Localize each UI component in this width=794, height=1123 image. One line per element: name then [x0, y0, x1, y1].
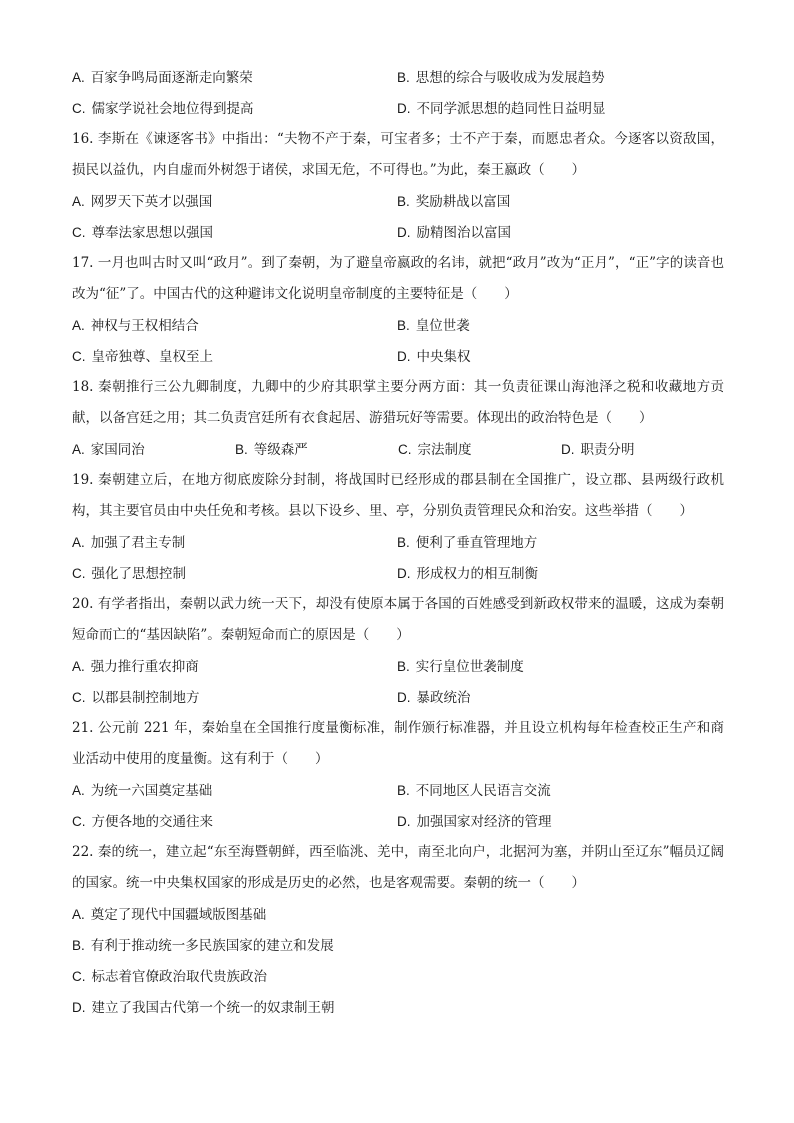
option-row: [72, 558, 724, 589]
option-c: C. 强化了思想控制: [72, 566, 186, 582]
option-c: C. 儒家学说社会地位得到提高: [72, 101, 254, 117]
question-21: [72, 713, 724, 837]
option-row: [72, 217, 724, 248]
option-d: D. 职责分明: [561, 442, 635, 458]
question-stem: 21. 公元前 221 年，秦始皇在全国推行度量衡标准，制作颁行标准器，并且设立机构每年检查校正生产和商业活动中使用的度量衡。这有利于（ ）: [72, 720, 724, 767]
option-a: A. 为统一六国奠定基础: [72, 783, 213, 799]
option-a: A. 神权与王权相结合: [72, 318, 199, 334]
option-d: D. 励精图治以富国: [397, 225, 511, 241]
option-a: A. 家国同治: [72, 442, 145, 458]
option-d: D. 不同学派思想的趋同性日益明显: [397, 101, 606, 117]
option-row: [72, 682, 724, 713]
option-d: D. 建立了我国古代第一个统一的奴隶制王朝: [72, 1000, 335, 1016]
option-c: C. 尊奉法家思想以强国: [72, 225, 213, 241]
option-row: [72, 930, 724, 961]
question-stem: 17. 一月也叫古时又叫“政月”。到了秦朝，为了避皇帝嬴政的名讳，就把“政月”改为“正月”，“正”字的读音也改为“征”了。中国古代的这种避讳文化说明皇帝制度的主要特征是（ ）: [72, 255, 724, 302]
question-19: [72, 465, 724, 589]
question-16: [72, 124, 724, 248]
option-a: A. 网罗天下英才以强国: [72, 194, 213, 210]
option-c: C. 以郡县制控制地方: [72, 690, 200, 706]
question-stem: 20. 有学者指出，秦朝以武力统一天下，却没有使原本属于各国的百姓感受到新政权带来的温暖，这成为秦朝短命而亡的“基因缺陷”。秦朝短命而亡的原因是（ ）: [72, 596, 724, 643]
question-stem: 22. 秦的统一，建立起“东至海暨朝鲜，西至临洮、羌中，南至北向户，北据河为塞，并阴山至辽东”幅员辽阔的国家。统一中央集权国家的形成是历史的必然，也是客观需要。秦朝的统一（ ）: [72, 844, 724, 891]
option-d: D. 暴政统治: [397, 690, 471, 706]
option-c: C. 标志着官僚政治取代贵族政治: [72, 969, 267, 985]
option-c: C. 宗法制度: [398, 442, 472, 458]
option-row: [72, 62, 724, 93]
option-a: A. 强力推行重农抑商: [72, 659, 199, 675]
option-b: B. 有利于推动统一多民族国家的建立和发展: [72, 938, 334, 954]
option-b: B. 不同地区人民语言交流: [397, 783, 551, 799]
option-row: [72, 992, 724, 1023]
option-row: [72, 434, 724, 465]
option-row: [72, 651, 724, 682]
option-b: B. 实行皇位世袭制度: [397, 659, 524, 675]
option-row: [72, 806, 724, 837]
question-17: [72, 248, 724, 372]
option-b: B. 奖励耕战以富国: [397, 194, 511, 210]
option-row: [72, 310, 724, 341]
option-row: [72, 899, 724, 930]
option-d: D. 加强国家对经济的管理: [397, 814, 552, 830]
question-stem: 16. 李斯在《谏逐客书》中指出：“夫物不产于秦，可宝者多；士不产于秦，而愿忠者众。今逐客以资敌国，损民以益仇，内自虚而外树怨于诸侯，求国无危，不可得也。”为此，秦王嬴政（ ）: [72, 131, 724, 178]
option-b: B. 等级森严: [235, 442, 308, 458]
option-d: D. 形成权力的相互制衡: [397, 566, 538, 582]
option-a: A. 加强了君主专制: [72, 535, 186, 551]
exam-page: [72, 62, 724, 1023]
question-stem: 18. 秦朝推行三公九卿制度，九卿中的少府其职掌主要分两方面：其一负责征课山海池泽之税和收藏地方贡献，以备宫廷之用；其二负责宫廷所有衣食起居、游猎玩好等需要。体现出的政治特色是（ ）: [72, 379, 724, 426]
option-row: [72, 775, 724, 806]
question-20: [72, 589, 724, 713]
question-22: [72, 837, 724, 1023]
option-row: [72, 527, 724, 558]
option-b: B. 皇位世袭: [397, 318, 470, 334]
option-a: A. 百家争鸣局面逐渐走向繁荣: [72, 70, 253, 86]
option-row: [72, 186, 724, 217]
option-row: [72, 93, 724, 124]
option-a: A. 奠定了现代中国疆域版图基础: [72, 907, 267, 923]
option-d: D. 中央集权: [397, 349, 471, 365]
option-c: C. 皇帝独尊、皇权至上: [72, 349, 213, 365]
question-stem: 19. 秦朝建立后，在地方彻底废除分封制，将战国时已经形成的郡县制在全国推广，设立郡、县两级行政机构，其主要官员由中央任免和考核。县以下设乡、里、亭，分别负责管理民众和治安。这些举措（ ）: [72, 472, 724, 519]
option-row: [72, 341, 724, 372]
option-c: C. 方便各地的交通往来: [72, 814, 213, 830]
option-b: B. 便利了垂直管理地方: [397, 535, 538, 551]
option-b: B. 思想的综合与吸收成为发展趋势: [397, 70, 605, 86]
question-18: [72, 372, 724, 465]
option-row: [72, 961, 724, 992]
